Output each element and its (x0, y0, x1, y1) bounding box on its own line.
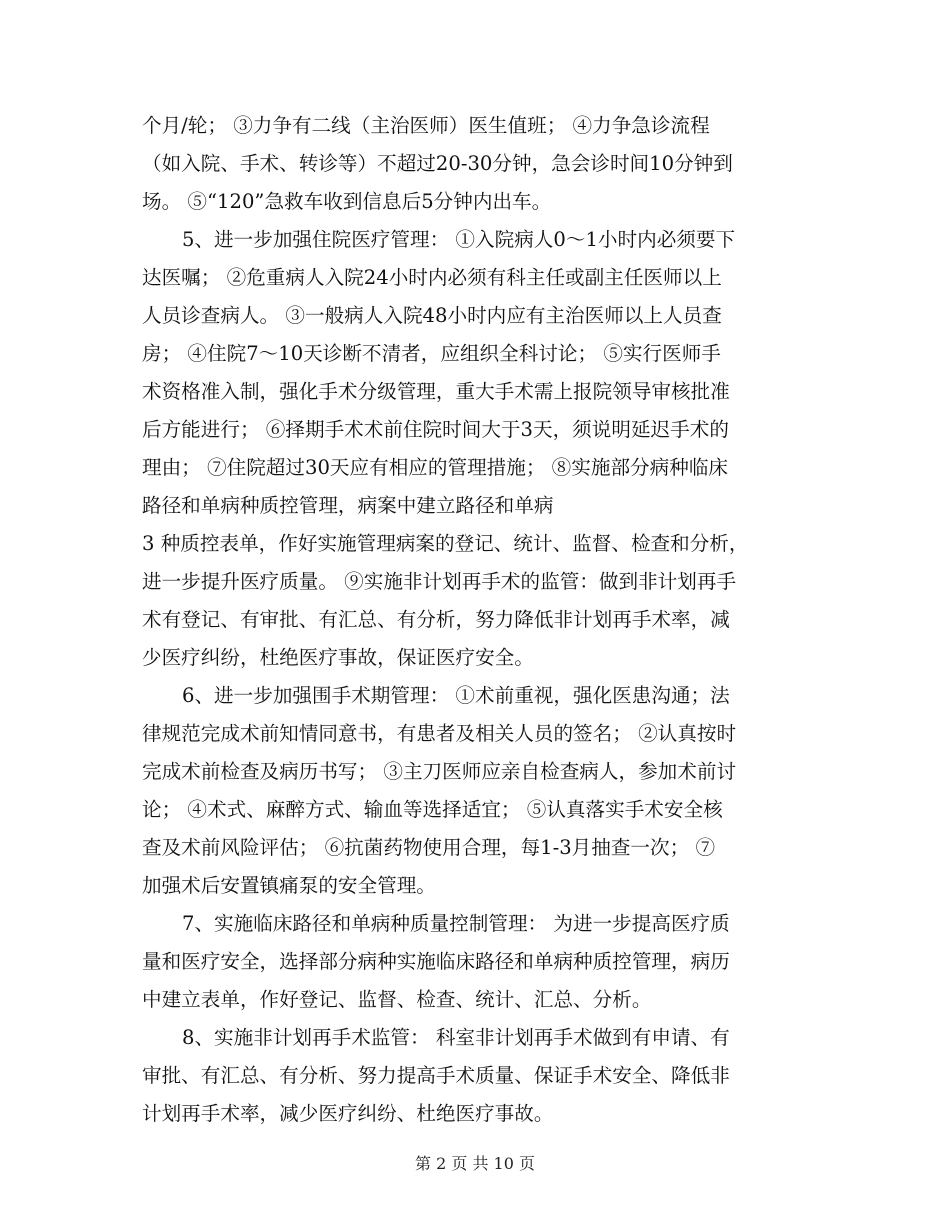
paragraph-7-heading-line: 7、实施临床路径和单病种质量控制管理： 为进一步提高医疗质 (182, 912, 730, 935)
text-line: 律规范完成术前知情同意书，有患者及相关人员的签名； ②认真按时 (142, 722, 737, 745)
text-line: 路径和单病种质控管理，病案中建立路径和单病 (142, 494, 554, 517)
text-line: 加强术后安置镇痛泵的安全管理。 (142, 874, 436, 897)
text-line: 3 种质控表单，作好实施管理病案的登记、统计、监督、检查和分析， (142, 532, 749, 555)
text-line: 完成术前检查及病历书写； ③主刀医师应亲自检查病人，参加术前讨 (142, 760, 737, 783)
text-line: 后方能进行； ⑥择期手术术前住院时间大于3天，须说明延迟手术的 (142, 418, 729, 441)
text-line: 少医疗纠纷，杜绝医疗事故，保证医疗安全。 (142, 646, 534, 669)
text-line: 论； ④术式、麻醉方式、输血等选择适宜； ⑤认真落实手术安全核 (142, 798, 723, 821)
text-line: 场。 ⑤“120”急救车收到信息后5分钟内出车。 (142, 190, 552, 213)
text-line: 量和医疗安全，选择部分病种实施临床路径和单病种质控管理，病历 (142, 950, 730, 973)
paragraph-5-heading-line: 5、进一步加强住院医疗管理： ①入院病人0～1小时内必须要下 (182, 228, 736, 251)
text-line: 人员诊查病人。 ③一般病人入院48小时内应有主治医师以上人员查 (142, 304, 722, 327)
text-line: 进一步提升医疗质量。 ⑨实施非计划再手术的监管：做到非计划再手 (142, 570, 737, 593)
text-line: 术资格准入制，强化手术分级管理，重大手术需上报院领导审核批准 (142, 380, 730, 403)
document-body (142, 107, 812, 1133)
text-line: 个月/轮； ③力争有二线（主治医师）医生值班； ④力争急诊流程 (142, 114, 710, 137)
paragraph-6-heading-line: 6、进一步加强围手术期管理： ①术前重视，强化医患沟通；法 (182, 684, 730, 707)
text-line: 理由； ⑦住院超过30天应有相应的管理措施； ⑧实施部分病种临床 (142, 456, 729, 479)
text-line: 计划再手术率，减少医疗纠纷、杜绝医疗事故。 (142, 1102, 554, 1125)
text-line: （如入院、手术、转诊等）不超过20-30分钟，急会诊时间10分钟到 (142, 152, 733, 175)
page-number-footer: 第 2 页 共 10 页 (415, 1154, 535, 1173)
text-line: 查及术前风险评估； ⑥抗菌药物使用合理，每1-3月抽查一次； ⑦ (142, 836, 716, 859)
text-line: 术有登记、有审批、有汇总、有分析，努力降低非计划再手术率，减 (142, 608, 730, 631)
text-line: 审批、有汇总、有分析、努力提高手术质量、保证手术安全、降低非 (142, 1064, 730, 1087)
text-line: 房； ④住院7～10天诊断不清者，应组织全科讨论； ⑤实行医师手 (142, 342, 721, 365)
text-line: 达医嘱； ②危重病人入院24小时内必须有科主任或副主任医师以上 (142, 266, 722, 289)
paragraph-8-heading-line: 8、实施非计划再手术监管： 科室非计划再手术做到有申请、有 (182, 1026, 730, 1049)
text-line: 中建立表单，作好登记、监督、检查、统计、汇总、分析。 (142, 988, 652, 1011)
